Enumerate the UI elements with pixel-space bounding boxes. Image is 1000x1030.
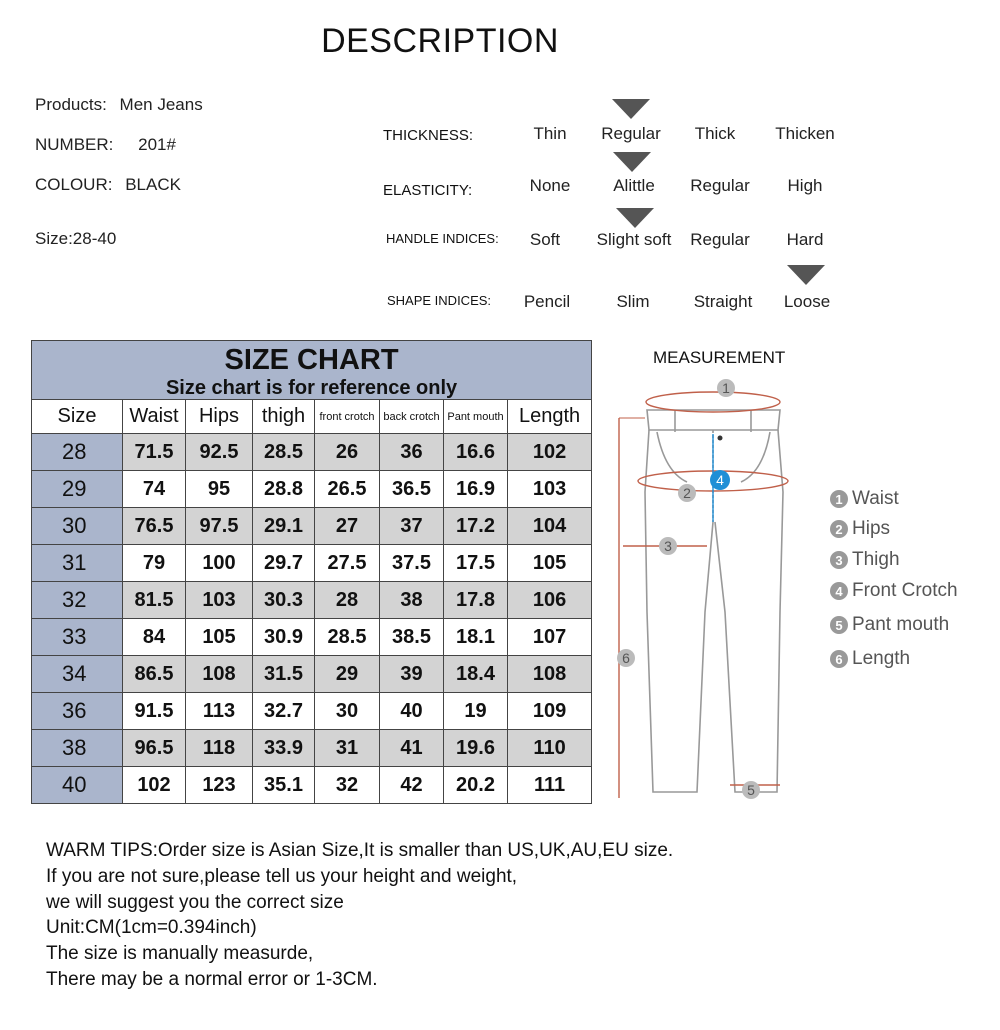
svg-text:5: 5 xyxy=(747,782,755,798)
table-row xyxy=(32,545,592,582)
elasticity-option-regular: Regular xyxy=(690,176,750,195)
cell-size: 38 xyxy=(32,730,123,767)
shape-selected-marker-icon xyxy=(787,265,825,285)
cell-hips: 100 xyxy=(186,545,253,582)
cell-size: 29 xyxy=(32,471,123,508)
elasticity-option-none: None xyxy=(529,176,571,195)
cell-size: 30 xyxy=(32,508,123,545)
cell-pant-mouth: 17.5 xyxy=(444,545,508,582)
cell-thigh: 35.1 xyxy=(253,767,315,804)
thickness-option-thin: Thin xyxy=(533,124,567,143)
cell-length: 106 xyxy=(508,582,592,619)
cell-front-crotch: 30 xyxy=(315,693,380,730)
cell-thigh: 28.5 xyxy=(253,434,315,471)
cell-length: 104 xyxy=(508,508,592,545)
svg-text:3: 3 xyxy=(664,538,672,554)
cell-thigh: 31.5 xyxy=(253,656,315,693)
cell-front-crotch: 28.5 xyxy=(315,619,380,656)
column-header-back-crotch: back crotch xyxy=(380,400,444,434)
cell-thigh: 32.7 xyxy=(253,693,315,730)
cell-waist: 76.5 xyxy=(123,508,186,545)
cell-pant-mouth: 17.2 xyxy=(444,508,508,545)
cell-pant-mouth: 19 xyxy=(444,693,508,730)
legend-item-length xyxy=(830,645,958,673)
thickness-option-thick: Thick xyxy=(694,124,736,143)
cell-front-crotch: 29 xyxy=(315,656,380,693)
cell-waist: 91.5 xyxy=(123,693,186,730)
handle-option-soft: Soft xyxy=(529,230,561,249)
cell-front-crotch: 26 xyxy=(315,434,380,471)
cell-size: 40 xyxy=(32,767,123,804)
cell-size: 31 xyxy=(32,545,123,582)
cell-pant-mouth: 18.4 xyxy=(444,656,508,693)
handle-indices-label: HANDLE INDICES: xyxy=(386,231,499,246)
tip-line: The size is manually measurde, xyxy=(46,943,314,965)
colour-row xyxy=(35,175,181,195)
cell-hips: 123 xyxy=(186,767,253,804)
cell-length: 107 xyxy=(508,619,592,656)
elasticity-option-high: High xyxy=(787,176,823,195)
cell-waist: 71.5 xyxy=(123,434,186,471)
shape-indices-label: SHAPE INDICES: xyxy=(387,293,492,308)
elasticity-label: ELASTICITY: xyxy=(383,182,473,199)
legend-label: Hips xyxy=(852,518,891,539)
cell-size: 36 xyxy=(32,693,123,730)
cell-back-crotch: 38.5 xyxy=(380,619,444,656)
column-header-thigh: thigh xyxy=(253,400,315,434)
cell-thigh: 30.9 xyxy=(253,619,315,656)
table-row xyxy=(32,656,592,693)
svg-text:6: 6 xyxy=(622,650,630,666)
table-row xyxy=(32,434,592,471)
tip-line: There may be a normal error or 1-3CM. xyxy=(46,968,378,990)
table-row xyxy=(32,619,592,656)
colour-label: COLOUR: xyxy=(35,175,113,194)
tip-line: Unit:CM(1cm=0.394inch) xyxy=(46,917,257,939)
cell-length: 102 xyxy=(508,434,592,471)
cell-waist: 102 xyxy=(123,767,186,804)
cell-length: 110 xyxy=(508,730,592,767)
shape-option-straight: Straight xyxy=(693,292,753,311)
jeans-measurement-diagram xyxy=(605,372,820,807)
cell-waist: 81.5 xyxy=(123,582,186,619)
legend-label: Waist xyxy=(852,488,899,509)
handle-option-regular: Regular xyxy=(690,230,750,249)
number-row xyxy=(35,135,176,155)
cell-front-crotch: 26.5 xyxy=(315,471,380,508)
column-header-size: Size xyxy=(32,400,123,434)
waistband-outline xyxy=(647,410,780,430)
thickness-label: THICKNESS: xyxy=(383,127,474,144)
legend-label: Thigh xyxy=(852,549,900,570)
cell-back-crotch: 39 xyxy=(380,656,444,693)
legend-item-thigh xyxy=(830,546,958,574)
cell-hips: 95 xyxy=(186,471,253,508)
legend-item-waist xyxy=(830,485,958,513)
shape-option-loose: Loose xyxy=(783,292,831,311)
cell-pant-mouth: 16.9 xyxy=(444,471,508,508)
cell-pant-mouth: 17.8 xyxy=(444,582,508,619)
table-row xyxy=(32,767,592,804)
size-chart-subtitle: Size chart is for reference only xyxy=(165,377,458,399)
legend-number-1-icon: 1 xyxy=(830,490,848,508)
cell-front-crotch: 28 xyxy=(315,582,380,619)
cell-length: 108 xyxy=(508,656,592,693)
size-chart-title: SIZE CHART xyxy=(224,344,399,376)
cell-length: 111 xyxy=(508,767,592,804)
size-chart-header xyxy=(32,341,592,400)
cell-thigh: 28.8 xyxy=(253,471,315,508)
legend-number-2-icon: 2 xyxy=(830,520,848,538)
number-label: NUMBER: xyxy=(35,135,114,154)
table-row xyxy=(32,508,592,545)
cell-size: 32 xyxy=(32,582,123,619)
cell-length: 105 xyxy=(508,545,592,582)
cell-back-crotch: 42 xyxy=(380,767,444,804)
products-value: Men Jeans xyxy=(119,95,203,114)
cell-pant-mouth: 19.6 xyxy=(444,730,508,767)
cell-front-crotch: 27 xyxy=(315,508,380,545)
table-row xyxy=(32,471,592,508)
button xyxy=(718,436,723,441)
cell-size: 34 xyxy=(32,656,123,693)
handle-option-slight-soft: Slight soft xyxy=(596,230,672,249)
legend-number-5-icon: 5 xyxy=(830,616,848,634)
left-pocket xyxy=(657,432,687,482)
column-header-pant-mouth: Pant mouth xyxy=(444,400,508,434)
thickness-option-regular: Regular xyxy=(601,124,661,143)
cell-pant-mouth: 16.6 xyxy=(444,434,508,471)
cell-hips: 92.5 xyxy=(186,434,253,471)
size-range: Size:28-40 xyxy=(35,229,117,248)
handle-option-hard: Hard xyxy=(786,230,824,249)
thickness-selected-marker-icon xyxy=(612,99,650,119)
cell-front-crotch: 27.5 xyxy=(315,545,380,582)
table-row xyxy=(32,730,592,767)
thickness-option-thicken: Thicken xyxy=(775,124,835,143)
cell-size: 33 xyxy=(32,619,123,656)
column-header-hips: Hips xyxy=(186,400,253,434)
warm-tips xyxy=(46,838,673,993)
legend-number-3-icon: 3 xyxy=(830,551,848,569)
cell-hips: 118 xyxy=(186,730,253,767)
cell-back-crotch: 36 xyxy=(380,434,444,471)
legend-label: Pant mouth xyxy=(852,614,950,635)
svg-text:1: 1 xyxy=(722,380,730,396)
measurement-title: MEASUREMENT xyxy=(653,348,786,367)
size-chart-table xyxy=(31,340,592,804)
cell-hips: 97.5 xyxy=(186,508,253,545)
cell-hips: 108 xyxy=(186,656,253,693)
legend-item-pant-mouth xyxy=(830,611,958,639)
measurement-legend xyxy=(830,485,958,673)
page-title: DESCRIPTION xyxy=(321,22,559,60)
elasticity-option-alittle: Alittle xyxy=(613,176,655,195)
legend-number-6-icon: 6 xyxy=(830,650,848,668)
cell-hips: 103 xyxy=(186,582,253,619)
svg-text:4: 4 xyxy=(716,472,724,488)
cell-front-crotch: 31 xyxy=(315,730,380,767)
cell-waist: 96.5 xyxy=(123,730,186,767)
legend-label: Length xyxy=(852,648,911,669)
cell-pant-mouth: 20.2 xyxy=(444,767,508,804)
number-value: 201# xyxy=(138,135,176,154)
waist-measure-line xyxy=(646,392,780,412)
cell-pant-mouth: 18.1 xyxy=(444,619,508,656)
cell-back-crotch: 36.5 xyxy=(380,471,444,508)
colour-value: BLACK xyxy=(125,175,181,194)
table-row xyxy=(32,693,592,730)
products-row xyxy=(35,95,203,115)
column-header-length: Length xyxy=(508,400,592,434)
cell-back-crotch: 37 xyxy=(380,508,444,545)
cell-length: 103 xyxy=(508,471,592,508)
cell-back-crotch: 38 xyxy=(380,582,444,619)
legend-item-front-crotch xyxy=(830,577,958,605)
cell-back-crotch: 41 xyxy=(380,730,444,767)
shape-option-slim: Slim xyxy=(616,292,650,311)
cell-thigh: 33.9 xyxy=(253,730,315,767)
legend-number-4-icon: 4 xyxy=(830,582,848,600)
elasticity-selected-marker-icon xyxy=(613,152,651,172)
cell-hips: 113 xyxy=(186,693,253,730)
cell-back-crotch: 37.5 xyxy=(380,545,444,582)
column-header-front-crotch: front crotch xyxy=(315,400,380,434)
legend-label: Front Crotch xyxy=(852,580,958,601)
column-header-waist: Waist xyxy=(123,400,186,434)
cell-size: 28 xyxy=(32,434,123,471)
handle-selected-marker-icon xyxy=(616,208,654,228)
legend-item-hips xyxy=(830,515,958,543)
cell-thigh: 29.7 xyxy=(253,545,315,582)
cell-back-crotch: 40 xyxy=(380,693,444,730)
products-label: Products: xyxy=(35,95,107,114)
cell-front-crotch: 32 xyxy=(315,767,380,804)
svg-text:2: 2 xyxy=(683,485,691,501)
shape-option-pencil: Pencil xyxy=(523,292,571,311)
cell-waist: 86.5 xyxy=(123,656,186,693)
cell-waist: 84 xyxy=(123,619,186,656)
cell-waist: 74 xyxy=(123,471,186,508)
tip-line: If you are not sure,please tell us your height and weight, xyxy=(46,865,518,887)
cell-thigh: 30.3 xyxy=(253,582,315,619)
cell-hips: 105 xyxy=(186,619,253,656)
tip-line: we will suggest you the correct size xyxy=(46,891,344,913)
cell-waist: 79 xyxy=(123,545,186,582)
table-row xyxy=(32,582,592,619)
cell-thigh: 29.1 xyxy=(253,508,315,545)
left-leg-outline xyxy=(645,430,713,792)
tip-line: WARM TIPS:Order size is Asian Size,It is smaller than US,UK,AU,EU size. xyxy=(46,840,674,861)
cell-length: 109 xyxy=(508,693,592,730)
